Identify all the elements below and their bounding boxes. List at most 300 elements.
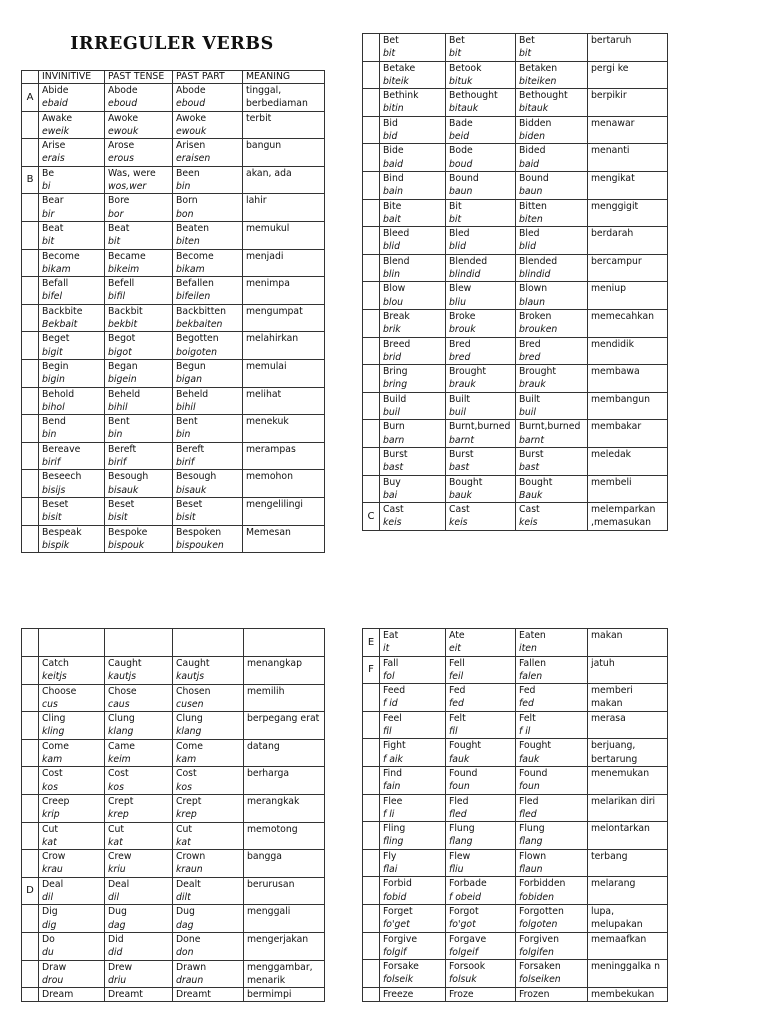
verb-row	[22, 332, 325, 360]
past-participle-pronunciation: biten	[519, 213, 543, 225]
infinitive-cell	[380, 822, 446, 850]
past-tense-cell	[105, 277, 173, 305]
alphabet-letter	[22, 332, 39, 360]
infinitive-cell	[380, 904, 446, 932]
past-tense-word: Bought	[449, 476, 483, 488]
infinitive-pronunciation: bring	[383, 379, 408, 391]
past-participle-word: Backbitten	[176, 305, 226, 317]
past-tense-cell	[446, 794, 516, 822]
infinitive-pronunciation: bast	[383, 462, 404, 474]
infinitive-pronunciation: krip	[42, 809, 60, 821]
meaning-cell: bangun	[243, 139, 325, 167]
verb-row	[22, 960, 325, 988]
infinitive-word: Fling	[383, 823, 406, 835]
past-participle-word: Fought	[519, 740, 552, 752]
alphabet-letter	[363, 766, 380, 794]
meaning-cell: melontarkan	[588, 822, 668, 850]
past-participle-pronunciation: eboud	[176, 98, 206, 110]
alphabet-letter	[363, 227, 380, 255]
infinitive-word: Bereave	[42, 443, 81, 455]
past-tense-pronunciation: wos,wer	[108, 181, 147, 193]
infinitive-cell	[39, 387, 105, 415]
past-participle-word: Forgiven	[519, 933, 559, 945]
meaning-cell: menawar	[588, 116, 668, 144]
past-tense-word: Bereft	[108, 443, 137, 455]
infinitive-word: Bethink	[383, 90, 419, 102]
infinitive-cell	[39, 166, 105, 194]
past-participle-cell	[516, 987, 588, 1001]
infinitive-cell	[39, 84, 105, 112]
infinitive-pronunciation: fo'get	[383, 919, 410, 931]
past-participle-cell	[173, 442, 243, 470]
past-tense-pronunciation: bituk	[449, 75, 473, 87]
meaning-cell: meniup	[588, 282, 668, 310]
past-tense-word: Forbade	[449, 878, 487, 890]
past-participle-pronunciation: bast	[519, 462, 540, 474]
meaning-cell: berjuang, bertarung	[588, 739, 668, 767]
infinitive-cell	[39, 221, 105, 249]
past-participle-word: Eaten	[519, 630, 546, 641]
blank-row	[22, 629, 325, 657]
past-tense-pronunciation: barnt	[449, 434, 474, 446]
infinitive-pronunciation: bid	[383, 131, 398, 143]
past-tense-pronunciation: fauk	[449, 753, 470, 765]
infinitive-pronunciation: krau	[42, 864, 63, 876]
past-participle-pronunciation: bred	[519, 351, 541, 363]
infinitive-cell	[380, 794, 446, 822]
infinitive-pronunciation: f aik	[383, 753, 403, 765]
past-participle-cell	[516, 199, 588, 227]
past-participle-pronunciation: boigoten	[176, 346, 218, 358]
past-participle-pronunciation: bin	[176, 429, 191, 441]
verb-row	[363, 960, 668, 988]
past-participle-pronunciation: falen	[519, 670, 543, 682]
alphabet-letter	[363, 877, 380, 905]
past-participle-cell	[173, 249, 243, 277]
past-participle-word: Fed	[519, 685, 536, 697]
verb-row	[363, 849, 668, 877]
past-participle-cell	[173, 932, 244, 960]
past-tense-word: Forgot	[449, 905, 479, 917]
past-participle-word: Beset	[176, 498, 203, 510]
past-participle-pronunciation: folseiken	[519, 974, 561, 986]
past-participle-cell	[516, 254, 588, 282]
past-tense-pronunciation: bigein	[108, 374, 137, 386]
infinitive-pronunciation: fling	[383, 836, 404, 848]
alphabet-letter	[22, 960, 39, 988]
infinitive-word: Fight	[383, 740, 406, 752]
infinitive-cell	[380, 932, 446, 960]
past-participle-pronunciation: biten	[176, 236, 200, 248]
past-tense-word: Backbit	[108, 305, 143, 317]
past-tense-pronunciation: bast	[449, 462, 470, 474]
past-tense-cell	[105, 684, 173, 712]
verb-row	[22, 277, 325, 305]
meaning-cell: membawa	[588, 365, 668, 393]
infinitive-word: Feed	[383, 685, 406, 697]
infinitive-cell	[380, 656, 446, 684]
past-participle-cell	[173, 850, 244, 878]
past-participle-pronunciation: f il	[519, 726, 531, 738]
meaning-cell: menemukan	[588, 766, 668, 794]
past-participle-pronunciation: keis	[519, 517, 538, 529]
verb-row	[22, 221, 325, 249]
infinitive-word: Bid	[383, 117, 398, 129]
past-participle-pronunciation: foun	[519, 781, 540, 793]
past-tense-pronunciation: boud	[449, 158, 473, 170]
past-tense-pronunciation: bit	[108, 236, 121, 248]
infinitive-cell	[39, 194, 105, 222]
infinitive-word: Deal	[42, 878, 64, 890]
past-participle-cell	[173, 304, 243, 332]
past-tense-pronunciation: bit	[449, 213, 462, 225]
infinitive-word: Catch	[42, 658, 69, 669]
past-participle-cell	[173, 387, 243, 415]
past-tense-cell	[446, 684, 516, 712]
verb-row	[363, 227, 668, 255]
infinitive-cell	[380, 684, 446, 712]
blank-cell	[105, 629, 173, 657]
alphabet-letter	[363, 89, 380, 117]
past-participle-cell	[516, 61, 588, 89]
past-participle-cell	[516, 282, 588, 310]
past-participle-pronunciation: fled	[519, 808, 537, 820]
past-tense-pronunciation: dil	[108, 892, 120, 904]
infinitive-word: Backbite	[42, 305, 83, 317]
past-participle-pronunciation: bifeilen	[176, 291, 211, 303]
meaning-cell: memulai	[243, 359, 325, 387]
past-tense-pronunciation: foun	[449, 781, 470, 793]
meaning-cell: menggali	[244, 905, 325, 933]
past-tense-word: Blended	[449, 255, 488, 267]
past-tense-word: Clung	[108, 713, 135, 725]
past-tense-pronunciation: bispouk	[108, 539, 145, 551]
past-tense-pronunciation: beid	[449, 131, 470, 143]
past-participle-cell	[516, 365, 588, 393]
alphabet-letter	[363, 199, 380, 227]
infinitive-pronunciation: folseik	[383, 974, 414, 986]
past-participle-word: Caught	[176, 658, 210, 669]
past-tense-cell	[446, 89, 516, 117]
alphabet-letter	[22, 739, 39, 767]
meaning-cell: meledak	[588, 447, 668, 475]
past-tense-word: Flung	[449, 823, 475, 835]
alphabet-letter	[22, 442, 39, 470]
past-participle-pronunciation: kos	[176, 781, 192, 793]
past-participle-pronunciation: Bauk	[519, 489, 543, 501]
verb-row	[22, 850, 325, 878]
past-participle-pronunciation: blaun	[519, 296, 545, 308]
past-tense-pronunciation: kat	[108, 836, 123, 848]
past-participle-word: Bled	[519, 228, 540, 240]
alphabet-letter	[363, 849, 380, 877]
infinitive-cell	[39, 359, 105, 387]
past-tense-word: Bent	[108, 416, 130, 428]
infinitive-cell	[380, 739, 446, 767]
past-tense-pronunciation: fo'got	[449, 919, 476, 931]
infinitive-cell	[39, 988, 105, 1002]
past-participle-word: Born	[176, 195, 198, 207]
infinitive-pronunciation: keis	[383, 517, 402, 529]
past-participle-word: Bereft	[176, 443, 205, 455]
past-tense-cell	[446, 144, 516, 172]
alphabet-letter	[22, 470, 39, 498]
past-participle-word: Found	[519, 767, 548, 779]
alphabet-letter	[363, 61, 380, 89]
past-tense-cell	[446, 629, 516, 657]
past-tense-cell	[105, 905, 173, 933]
infinitive-cell	[39, 739, 105, 767]
past-tense-pronunciation: ewouk	[108, 125, 139, 137]
verb-row	[363, 739, 668, 767]
verb-row	[22, 822, 325, 850]
past-participle-cell	[173, 111, 243, 139]
meaning-cell: Memesan	[243, 525, 325, 553]
verb-row	[363, 822, 668, 850]
meaning-cell: melihat	[243, 387, 325, 415]
infinitive-pronunciation: blid	[383, 241, 400, 253]
infinitive-pronunciation: bai	[383, 489, 398, 501]
infinitive-cell	[380, 711, 446, 739]
past-participle-word: Dug	[176, 906, 195, 918]
verb-row	[363, 766, 668, 794]
alphabet-letter	[22, 139, 39, 167]
past-tense-word: Was, were	[108, 167, 156, 179]
past-tense-word: Beset	[108, 498, 135, 510]
past-participle-pronunciation: fobiden	[519, 891, 554, 903]
infinitive-word: Blend	[383, 255, 410, 267]
past-participle-word: Awoke	[176, 112, 207, 124]
past-tense-word: Burst	[449, 448, 474, 460]
past-tense-pronunciation: birif	[108, 457, 127, 469]
past-tense-word: Bespoke	[108, 526, 148, 538]
infinitive-word: Begin	[42, 360, 69, 372]
past-participle-cell	[516, 656, 588, 684]
verb-table-2	[362, 33, 668, 531]
past-participle-cell	[173, 767, 244, 795]
past-participle-pronunciation: eraisen	[176, 153, 211, 165]
past-tense-word: Froze	[449, 988, 474, 1000]
infinitive-pronunciation: bi	[42, 181, 51, 193]
infinitive-cell	[39, 684, 105, 712]
past-participle-pronunciation: bigan	[176, 374, 202, 386]
past-tense-cell	[446, 254, 516, 282]
past-participle-word: Been	[176, 167, 200, 179]
infinitive-cell	[39, 111, 105, 139]
alphabet-letter: A	[22, 84, 39, 112]
past-tense-cell	[105, 332, 173, 360]
past-participle-word: Bred	[519, 338, 541, 350]
past-participle-cell	[516, 503, 588, 531]
page-title: IRREGULER VERBS	[70, 34, 274, 54]
alphabet-letter	[363, 171, 380, 199]
past-participle-cell	[516, 227, 588, 255]
past-participle-pronunciation: cusen	[176, 698, 204, 710]
verb-row	[363, 309, 668, 337]
past-tense-pronunciation: bigot	[108, 346, 132, 358]
verb-row	[363, 932, 668, 960]
infinitive-pronunciation: fil	[383, 726, 392, 738]
infinitive-pronunciation: fol	[383, 670, 395, 682]
past-participle-pronunciation: barnt	[519, 434, 544, 446]
verb-row	[363, 503, 668, 531]
past-tense-pronunciation: did	[108, 947, 123, 959]
past-participle-cell	[173, 277, 243, 305]
past-tense-word: Bet	[449, 35, 465, 46]
alphabet-letter	[22, 221, 39, 249]
past-tense-word: Came	[108, 740, 135, 752]
past-tense-pronunciation: bihil	[108, 401, 128, 413]
alphabet-letter	[22, 712, 39, 740]
past-participle-pronunciation: kautjs	[176, 671, 205, 683]
infinitive-cell	[39, 525, 105, 553]
verb-row	[363, 904, 668, 932]
past-participle-pronunciation: klang	[176, 726, 202, 738]
infinitive-pronunciation: blou	[383, 296, 404, 308]
infinitive-cell	[39, 249, 105, 277]
past-tense-word: Bode	[449, 145, 473, 157]
past-tense-pronunciation: eboud	[108, 98, 138, 110]
blank-cell	[244, 629, 325, 657]
past-participle-pronunciation: bikam	[176, 263, 205, 275]
past-tense-word: Betook	[449, 62, 482, 74]
past-participle-cell	[516, 684, 588, 712]
past-tense-word: Felt	[449, 712, 466, 724]
infinitive-cell	[380, 629, 446, 657]
past-participle-cell	[173, 684, 244, 712]
past-tense-pronunciation: klang	[108, 726, 134, 738]
meaning-header: MEANING	[243, 71, 325, 84]
verb-row	[363, 116, 668, 144]
verb-row	[363, 254, 668, 282]
alphabet-letter	[22, 359, 39, 387]
infinitive-pronunciation: baid	[383, 158, 404, 170]
infinitive-pronunciation: bisijs	[42, 484, 66, 496]
past-participle-pronunciation: biteiken	[519, 75, 557, 87]
verb-row	[363, 282, 668, 310]
infinitive-cell	[39, 850, 105, 878]
past-tense-word: Bound	[449, 172, 479, 184]
alphabet-letter	[22, 525, 39, 553]
infinitive-pronunciation: bir	[42, 208, 55, 220]
past-participle-pronunciation: folgoten	[519, 919, 558, 931]
verb-row	[22, 194, 325, 222]
infinitive-word: Bite	[383, 200, 402, 212]
past-participle-word: Bet	[519, 35, 535, 46]
verb-row	[22, 657, 325, 685]
infinitive-cell	[380, 61, 446, 89]
past-participle-cell	[173, 822, 244, 850]
infinitive-word: Feel	[383, 712, 402, 724]
meaning-cell: membangun	[588, 392, 668, 420]
infinitive-pronunciation: eweik	[42, 125, 70, 137]
alphabet-letter	[22, 684, 39, 712]
past-tense-word: Bred	[449, 338, 471, 350]
past-tense-cell	[446, 475, 516, 503]
past-tense-word: Abode	[108, 85, 138, 96]
infinitive-cell	[380, 475, 446, 503]
blank-cell	[173, 629, 244, 657]
past-tense-pronunciation: bisauk	[108, 484, 139, 496]
past-tense-cell	[105, 960, 173, 988]
infinitive-word: Befall	[42, 278, 69, 290]
verb-row	[22, 111, 325, 139]
alphabet-letter	[363, 711, 380, 739]
past-participle-word: Bethought	[519, 90, 568, 102]
past-tense-word: Deal	[108, 878, 130, 890]
infinitive-pronunciation: bihol	[42, 401, 65, 413]
past-participle-word: Come	[176, 740, 203, 752]
past-tense-cell	[446, 960, 516, 988]
alphabet-letter	[22, 277, 39, 305]
past-tense-pronunciation: bin	[108, 429, 123, 441]
past-tense-word: Bethought	[449, 90, 498, 102]
past-tense-cell	[105, 767, 173, 795]
infinitive-cell	[380, 420, 446, 448]
infinitive-pronunciation: bitin	[383, 103, 404, 115]
infinitive-pronunciation: erais	[42, 153, 65, 165]
meaning-cell: memecahkan	[588, 309, 668, 337]
meaning-cell: berurusan	[244, 877, 325, 905]
past-tense-cell	[105, 712, 173, 740]
meaning-cell: meninggalka n	[588, 960, 668, 988]
past-tense-cell	[105, 932, 173, 960]
verb-row	[363, 61, 668, 89]
past-participle-word: Drawn	[176, 961, 207, 973]
meaning-cell: melarikan diri	[588, 794, 668, 822]
past-tense-word: Dug	[108, 906, 127, 918]
past-participle-cell	[516, 171, 588, 199]
alphabet-letter	[363, 684, 380, 712]
alphabet-letter	[363, 475, 380, 503]
past-tense-cell	[105, 988, 173, 1002]
infinitive-pronunciation: cus	[42, 698, 58, 710]
infinitive-word: Fall	[383, 657, 399, 669]
past-participle-pronunciation: fauk	[519, 753, 540, 765]
past-tense-cell	[446, 61, 516, 89]
past-participle-word: Bent	[176, 416, 198, 428]
past-participle-pronunciation: blindid	[519, 269, 551, 281]
infinitive-word: Cast	[383, 504, 404, 516]
infinitive-cell	[380, 34, 446, 62]
past-tense-cell	[105, 304, 173, 332]
infinitive-word: Cost	[42, 768, 63, 780]
infinitive-pronunciation: fobid	[383, 891, 407, 903]
past-participle-pronunciation: kraun	[176, 864, 203, 876]
past-tense-pronunciation: bikeim	[108, 263, 140, 275]
alphabet-letter	[363, 739, 380, 767]
infinitive-cell	[380, 144, 446, 172]
verb-row	[363, 199, 668, 227]
infinitive-pronunciation: bin	[42, 429, 57, 441]
past-participle-cell	[516, 144, 588, 172]
past-participle-cell	[516, 89, 588, 117]
infinitive-cell	[39, 877, 105, 905]
past-participle-word: Betaken	[519, 62, 558, 74]
alphabet-letter	[22, 249, 39, 277]
verb-row	[363, 987, 668, 1001]
past-participle-cell	[173, 194, 243, 222]
alphabet-letter	[22, 194, 39, 222]
past-tense-pronunciation: fled	[449, 808, 467, 820]
infinitive-word: Dig	[42, 906, 58, 918]
past-participle-cell	[516, 34, 588, 62]
past-tense-cell	[446, 739, 516, 767]
infinitive-word: Behold	[42, 388, 75, 400]
past-participle-pronunciation: iten	[519, 643, 537, 655]
infinitive-pronunciation: folgif	[383, 946, 407, 958]
infinitive-pronunciation: keitjs	[42, 671, 67, 683]
